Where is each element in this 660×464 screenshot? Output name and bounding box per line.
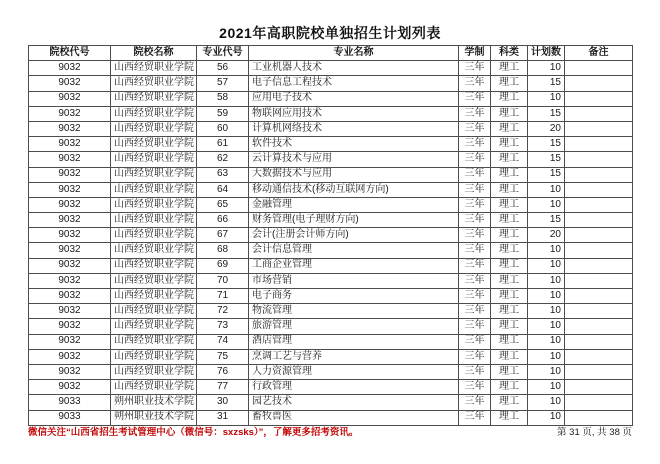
cell-college-name: 山西经贸职业学院 (111, 289, 197, 304)
cell-major-code: 75 (197, 349, 249, 364)
cell-college-code: 9032 (29, 61, 111, 76)
cell-category: 理工 (491, 395, 528, 410)
cell-major-name: 人力资源管理 (249, 364, 459, 379)
cell-college-name: 山西经贸职业学院 (111, 182, 197, 197)
cell-plan-count: 15 (528, 213, 565, 228)
cell-college-name: 山西经贸职业学院 (111, 319, 197, 334)
cell-remark (565, 91, 633, 106)
cell-college-code: 9032 (29, 304, 111, 319)
cell-remark (565, 289, 633, 304)
cell-remark (565, 213, 633, 228)
cell-duration: 三年 (459, 380, 491, 395)
table-row (29, 319, 633, 334)
cell-major-code: 72 (197, 304, 249, 319)
table-row (29, 258, 633, 273)
cell-college-name: 山西经贸职业学院 (111, 137, 197, 152)
cell-major-code: 56 (197, 61, 249, 76)
cell-major-name: 金融管理 (249, 197, 459, 212)
cell-category: 理工 (491, 182, 528, 197)
cell-category: 理工 (491, 91, 528, 106)
cell-category: 理工 (491, 228, 528, 243)
cell-major-code: 77 (197, 380, 249, 395)
cell-duration: 三年 (459, 273, 491, 288)
cell-college-code: 9032 (29, 197, 111, 212)
cell-plan-count: 10 (528, 395, 565, 410)
cell-major-code: 68 (197, 243, 249, 258)
header-college-code: 院校代号 (29, 46, 111, 61)
cell-category: 理工 (491, 243, 528, 258)
cell-duration: 三年 (459, 106, 491, 121)
cell-duration: 三年 (459, 304, 491, 319)
cell-category: 理工 (491, 106, 528, 121)
cell-major-name: 电子信息工程技术 (249, 76, 459, 91)
cell-major-code: 74 (197, 334, 249, 349)
cell-category: 理工 (491, 380, 528, 395)
cell-plan-count: 10 (528, 273, 565, 288)
cell-duration: 三年 (459, 197, 491, 212)
cell-duration: 三年 (459, 76, 491, 91)
cell-remark (565, 304, 633, 319)
table-row (29, 152, 633, 167)
cell-remark (565, 61, 633, 76)
cell-college-name: 山西经贸职业学院 (111, 364, 197, 379)
page-footer (28, 427, 632, 438)
cell-duration: 三年 (459, 243, 491, 258)
cell-major-name: 畜牧兽医 (249, 410, 459, 425)
cell-major-code: 65 (197, 197, 249, 212)
page-number: 第 31 页, 共 38 页 (557, 427, 632, 438)
cell-major-code: 71 (197, 289, 249, 304)
header-duration: 学制 (459, 46, 491, 61)
cell-remark (565, 197, 633, 212)
cell-plan-count: 10 (528, 61, 565, 76)
cell-major-code: 66 (197, 213, 249, 228)
cell-major-code: 58 (197, 91, 249, 106)
cell-major-code: 76 (197, 364, 249, 379)
cell-college-name: 山西经贸职业学院 (111, 197, 197, 212)
cell-college-code: 9032 (29, 121, 111, 136)
cell-college-code: 9032 (29, 289, 111, 304)
cell-remark (565, 228, 633, 243)
cell-college-name: 山西经贸职业学院 (111, 334, 197, 349)
table-row (29, 61, 633, 76)
cell-remark (565, 364, 633, 379)
cell-major-code: 60 (197, 121, 249, 136)
cell-major-name: 酒店管理 (249, 334, 459, 349)
table-row (29, 273, 633, 288)
table-row (29, 304, 633, 319)
cell-duration: 三年 (459, 167, 491, 182)
cell-major-name: 软件技术 (249, 137, 459, 152)
cell-major-name: 工业机器人技术 (249, 61, 459, 76)
table-body (29, 61, 633, 426)
cell-college-name: 山西经贸职业学院 (111, 213, 197, 228)
cell-college-name: 山西经贸职业学院 (111, 76, 197, 91)
table-row (29, 137, 633, 152)
cell-major-name: 旅游管理 (249, 319, 459, 334)
cell-major-code: 61 (197, 137, 249, 152)
cell-plan-count: 10 (528, 380, 565, 395)
cell-major-name: 云计算技术与应用 (249, 152, 459, 167)
header-category: 科类 (491, 46, 528, 61)
cell-college-name: 山西经贸职业学院 (111, 273, 197, 288)
cell-college-name: 山西经贸职业学院 (111, 304, 197, 319)
cell-college-code: 9032 (29, 167, 111, 182)
cell-major-name: 工商企业管理 (249, 258, 459, 273)
cell-category: 理工 (491, 273, 528, 288)
cell-plan-count: 20 (528, 228, 565, 243)
header-major-name: 专业名称 (249, 46, 459, 61)
cell-college-name: 山西经贸职业学院 (111, 121, 197, 136)
cell-college-name: 山西经贸职业学院 (111, 61, 197, 76)
table-row (29, 243, 633, 258)
cell-category: 理工 (491, 289, 528, 304)
cell-plan-count: 15 (528, 76, 565, 91)
cell-college-code: 9032 (29, 273, 111, 288)
cell-remark (565, 273, 633, 288)
cell-major-code: 30 (197, 395, 249, 410)
cell-category: 理工 (491, 349, 528, 364)
cell-duration: 三年 (459, 258, 491, 273)
cell-major-name: 物联网应用技术 (249, 106, 459, 121)
cell-college-code: 9032 (29, 258, 111, 273)
cell-plan-count: 10 (528, 289, 565, 304)
cell-college-name: 山西经贸职业学院 (111, 228, 197, 243)
cell-duration: 三年 (459, 121, 491, 136)
cell-remark (565, 137, 633, 152)
cell-major-name: 应用电子技术 (249, 91, 459, 106)
table-row (29, 228, 633, 243)
cell-college-code: 9033 (29, 410, 111, 425)
cell-plan-count: 10 (528, 243, 565, 258)
cell-college-code: 9032 (29, 152, 111, 167)
cell-category: 理工 (491, 410, 528, 425)
cell-plan-count: 20 (528, 121, 565, 136)
cell-plan-count: 15 (528, 167, 565, 182)
cell-category: 理工 (491, 121, 528, 136)
cell-college-name: 山西经贸职业学院 (111, 258, 197, 273)
table-row (29, 410, 633, 425)
table-row (29, 167, 633, 182)
cell-college-code: 9032 (29, 364, 111, 379)
cell-college-code: 9032 (29, 213, 111, 228)
cell-college-code: 9032 (29, 182, 111, 197)
table-row (29, 76, 633, 91)
table-row (29, 289, 633, 304)
cell-category: 理工 (491, 61, 528, 76)
cell-major-name: 大数据技术与应用 (249, 167, 459, 182)
cell-major-name: 市场营销 (249, 273, 459, 288)
cell-plan-count: 10 (528, 304, 565, 319)
cell-duration: 三年 (459, 289, 491, 304)
table-row (29, 182, 633, 197)
cell-college-code: 9032 (29, 228, 111, 243)
table-row (29, 121, 633, 136)
cell-category: 理工 (491, 137, 528, 152)
cell-duration: 三年 (459, 61, 491, 76)
cell-major-name: 财务管理(电子理财方向) (249, 213, 459, 228)
cell-category: 理工 (491, 213, 528, 228)
cell-major-code: 62 (197, 152, 249, 167)
cell-remark (565, 182, 633, 197)
cell-remark (565, 395, 633, 410)
cell-major-name: 计算机网络技术 (249, 121, 459, 136)
cell-college-code: 9032 (29, 319, 111, 334)
header-plan-count: 计划数 (528, 46, 565, 61)
footer-wechat-notice: 微信关注“山西省招生考试管理中心（微信号：sxzsks）”，了解更多招考资讯。 (28, 427, 359, 438)
cell-remark (565, 349, 633, 364)
cell-major-code: 63 (197, 167, 249, 182)
cell-remark (565, 121, 633, 136)
cell-major-code: 64 (197, 182, 249, 197)
header-major-code: 专业代号 (197, 46, 249, 61)
cell-major-name: 电子商务 (249, 289, 459, 304)
cell-duration: 三年 (459, 228, 491, 243)
cell-college-code: 9032 (29, 76, 111, 91)
cell-major-code: 69 (197, 258, 249, 273)
page-title: 2021年高职院校单独招生计划列表 (219, 25, 441, 41)
cell-major-name: 物流管理 (249, 304, 459, 319)
cell-category: 理工 (491, 76, 528, 91)
cell-duration: 三年 (459, 334, 491, 349)
cell-major-name: 会计(注册会计师方向) (249, 228, 459, 243)
cell-plan-count: 10 (528, 334, 565, 349)
cell-major-code: 70 (197, 273, 249, 288)
cell-category: 理工 (491, 319, 528, 334)
cell-duration: 三年 (459, 213, 491, 228)
cell-college-name: 山西经贸职业学院 (111, 106, 197, 121)
table-row (29, 91, 633, 106)
cell-college-code: 9032 (29, 380, 111, 395)
cell-remark (565, 243, 633, 258)
cell-category: 理工 (491, 258, 528, 273)
cell-category: 理工 (491, 334, 528, 349)
cell-duration: 三年 (459, 319, 491, 334)
cell-plan-count: 10 (528, 182, 565, 197)
cell-plan-count: 10 (528, 349, 565, 364)
cell-college-code: 9032 (29, 106, 111, 121)
cell-college-code: 9032 (29, 334, 111, 349)
cell-college-name: 朔州职业技术学院 (111, 410, 197, 425)
cell-remark (565, 152, 633, 167)
cell-duration: 三年 (459, 152, 491, 167)
enrollment-plan-table (28, 45, 633, 426)
cell-category: 理工 (491, 364, 528, 379)
cell-remark (565, 334, 633, 349)
header-remark: 备注 (565, 46, 633, 61)
cell-college-code: 9032 (29, 349, 111, 364)
cell-major-name: 园艺技术 (249, 395, 459, 410)
cell-college-name: 山西经贸职业学院 (111, 243, 197, 258)
cell-major-code: 73 (197, 319, 249, 334)
header-college-name: 院校名称 (111, 46, 197, 61)
cell-plan-count: 10 (528, 319, 565, 334)
cell-college-code: 9032 (29, 137, 111, 152)
cell-college-code: 9033 (29, 395, 111, 410)
cell-college-name: 山西经贸职业学院 (111, 91, 197, 106)
table-row (29, 395, 633, 410)
cell-category: 理工 (491, 167, 528, 182)
cell-major-name: 移动通信技术(移动互联网方向) (249, 182, 459, 197)
cell-remark (565, 106, 633, 121)
cell-college-name: 山西经贸职业学院 (111, 349, 197, 364)
cell-major-code: 59 (197, 106, 249, 121)
cell-category: 理工 (491, 152, 528, 167)
table-header-row (29, 46, 633, 61)
cell-remark (565, 167, 633, 182)
cell-duration: 三年 (459, 410, 491, 425)
cell-plan-count: 10 (528, 364, 565, 379)
cell-remark (565, 319, 633, 334)
cell-remark (565, 76, 633, 91)
cell-remark (565, 380, 633, 395)
cell-major-code: 67 (197, 228, 249, 243)
cell-plan-count: 10 (528, 197, 565, 212)
cell-category: 理工 (491, 304, 528, 319)
cell-major-code: 57 (197, 76, 249, 91)
cell-college-name: 山西经贸职业学院 (111, 152, 197, 167)
cell-college-name: 山西经贸职业学院 (111, 167, 197, 182)
cell-college-name: 山西经贸职业学院 (111, 380, 197, 395)
cell-duration: 三年 (459, 137, 491, 152)
cell-duration: 三年 (459, 395, 491, 410)
cell-college-code: 9032 (29, 91, 111, 106)
cell-remark (565, 258, 633, 273)
cell-plan-count: 10 (528, 410, 565, 425)
cell-college-name: 朔州职业技术学院 (111, 395, 197, 410)
cell-remark (565, 410, 633, 425)
cell-duration: 三年 (459, 364, 491, 379)
table-row (29, 364, 633, 379)
cell-category: 理工 (491, 197, 528, 212)
cell-plan-count: 15 (528, 106, 565, 121)
table-row (29, 106, 633, 121)
cell-plan-count: 10 (528, 91, 565, 106)
cell-duration: 三年 (459, 349, 491, 364)
cell-college-code: 9032 (29, 243, 111, 258)
cell-plan-count: 15 (528, 137, 565, 152)
cell-plan-count: 15 (528, 152, 565, 167)
cell-duration: 三年 (459, 182, 491, 197)
cell-major-code: 31 (197, 410, 249, 425)
cell-duration: 三年 (459, 91, 491, 106)
table-row (29, 213, 633, 228)
cell-plan-count: 10 (528, 258, 565, 273)
cell-major-name: 行政管理 (249, 380, 459, 395)
cell-major-name: 会计信息管理 (249, 243, 459, 258)
table-row (29, 334, 633, 349)
table-row (29, 380, 633, 395)
cell-major-name: 烹调工艺与营养 (249, 349, 459, 364)
table-row (29, 197, 633, 212)
table-row (29, 349, 633, 364)
